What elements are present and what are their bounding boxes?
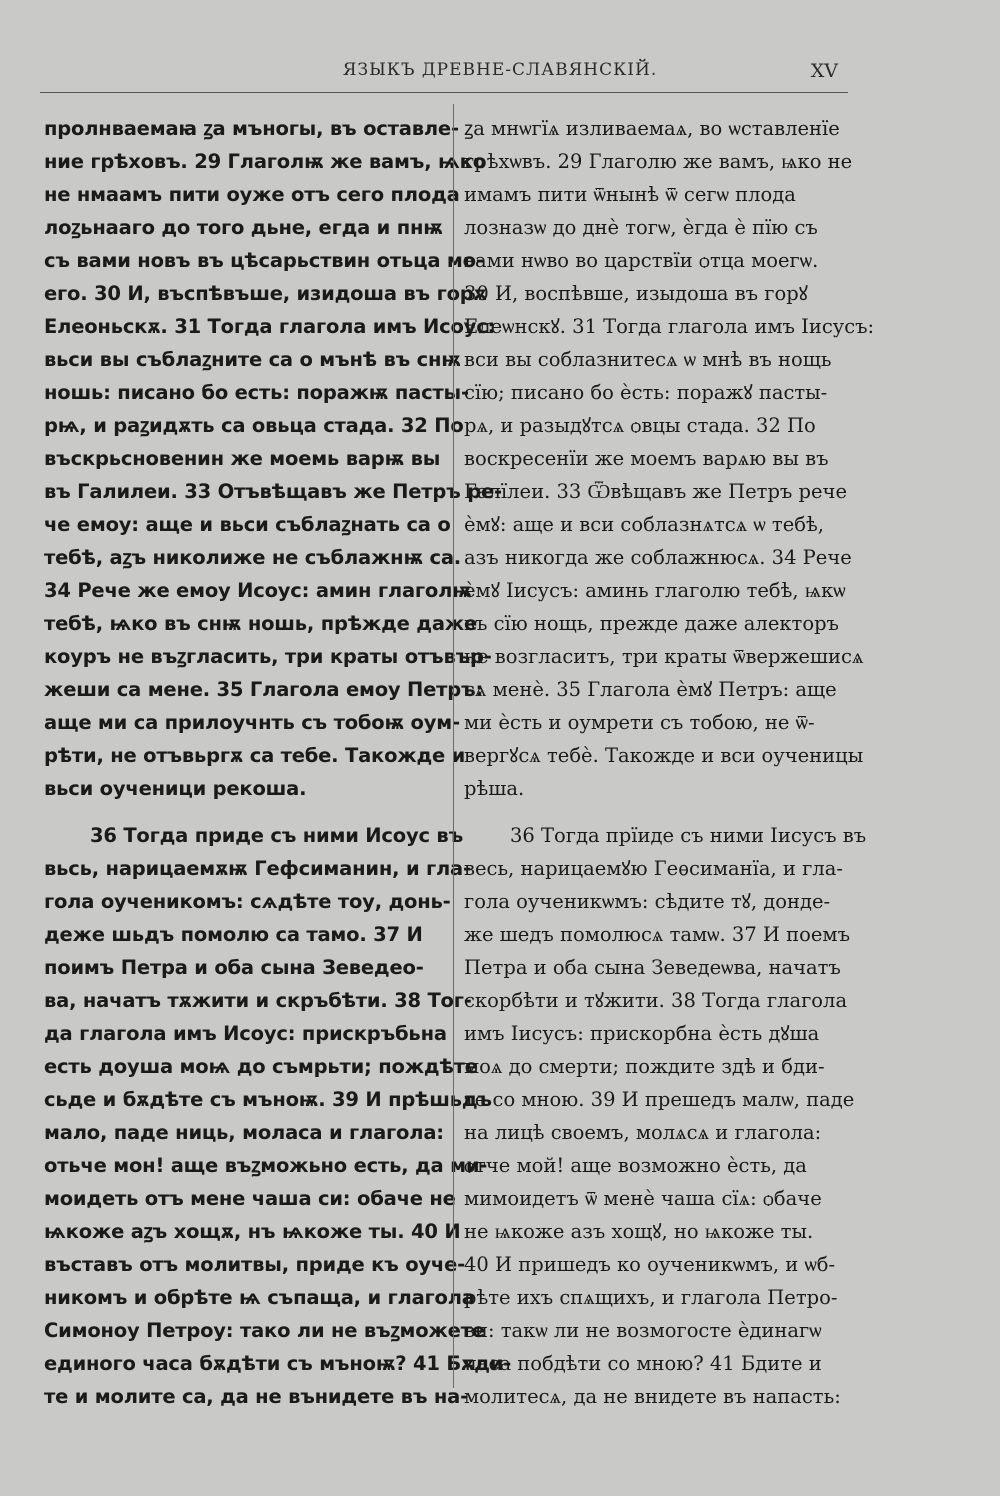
right-column-church-slavonic bbox=[464, 112, 875, 1413]
text-line: рѣша. bbox=[464, 777, 525, 800]
text-line: ꙁа мнѡгїѧ изливаемаѧ, во ѡставленїе bbox=[464, 117, 840, 140]
text-line: 34 Рече же емоу Исоус: амин глаголѭ bbox=[44, 579, 472, 602]
text-line: никомъ и обрѣте ѩ съпаща, и глагола bbox=[44, 1286, 475, 1309]
text-line: не ѩкоже азъ хощꙋ, но ѩкоже ты. bbox=[464, 1220, 814, 1243]
text-line: мимоидетъ ѿ менѐ чаша сїѧ: ѻбаче bbox=[464, 1187, 822, 1210]
text-line: гола оученикомъ: сѧдѣте тоу, донь- bbox=[44, 890, 451, 913]
text-line: рѧ, и разыдꙋтсѧ ѻвцы стада. 32 По bbox=[464, 414, 816, 437]
text-line: лозназѡ до днѐ тогѡ, ѐгда ѐ пїю съ bbox=[464, 216, 818, 239]
text-line: ношь: писано бо есть: поражѭ пасты- bbox=[44, 381, 469, 404]
text-line: на лицѣ своемъ, молѧсѧ и глагола: bbox=[464, 1121, 822, 1144]
text-line: ѐмꙋ Іисусъ: аминь глаголю тебѣ, ѩкѡ bbox=[464, 579, 846, 602]
text-line: ви: такѡ ли не возмогосте ѐдинагѡ bbox=[464, 1319, 822, 1342]
text-line: въ Галилеи. 33 Отъвѣщавъ же Петръ ре- bbox=[44, 480, 502, 503]
text-line: не возгласитъ, три краты ѿвержешисѧ bbox=[464, 645, 864, 668]
text-line: ѐмꙋ: аще и вси соблазнѧтсѧ ѡ тебѣ, bbox=[464, 513, 824, 536]
text-line: аще ми са прилоучнть съ тобоѭ оум- bbox=[44, 711, 460, 734]
text-line: ние грѣховъ. 29 Глаголѭ же вамъ, ѩко bbox=[44, 150, 486, 173]
text-line: Елеоньскѫ. 31 Тогда глагола имъ Исоус: bbox=[44, 315, 496, 338]
text-line: мало, паде ниць, моласа и глагола: bbox=[44, 1121, 444, 1144]
text-line: вьси вы съблаꙁните са о мънѣ въ снѭ bbox=[44, 348, 461, 371]
text-line: сїю; писано бо ѐсть: поражꙋ пасты- bbox=[464, 381, 828, 404]
text-line: 36 Тогда прїиде съ ними Іисусъ въ bbox=[510, 824, 867, 847]
text-line: сѧ менѐ. 35 Глагола ѐмꙋ Петръ: аще bbox=[464, 678, 837, 701]
text-line: деже шьдъ помолю са тамо. 37 И bbox=[44, 923, 423, 946]
text-line: лоꙁьнааго до того дьне, егда и пнѭ bbox=[44, 216, 443, 239]
paragraph-gap bbox=[464, 805, 848, 819]
text-line: не нмаамъ пити оуже отъ сего плода bbox=[44, 183, 460, 206]
text-line: вьсь, нарицаемѫѭ Гефсиманин, и гла- bbox=[44, 857, 471, 880]
text-line: грѣхѡвъ. 29 Глаголю же вамъ, ѩко не bbox=[464, 150, 853, 173]
text-line: имамъ пити ѿнынѣ ѿ сегѡ плода bbox=[464, 183, 796, 206]
text-line: жеши са мене. 35 Глагола емоу Петръ: bbox=[44, 678, 484, 701]
text-line: да глагола имъ Исоус: прискръбьна bbox=[44, 1022, 447, 1045]
text-line: моѧ до смерти; пождите здѣ и бди- bbox=[464, 1055, 825, 1078]
text-line: поимъ Петра и оба сына Зеведео- bbox=[44, 956, 424, 979]
text-line: рѣти, не отъвьргѫ са тебе. Такожде и bbox=[44, 744, 466, 767]
text-line: Галїлеи. 33 Ѿвѣщавъ же Петръ рече bbox=[464, 480, 847, 503]
text-line: имъ Іисусъ: прискорбна ѐсть дꙋша bbox=[464, 1022, 820, 1045]
text-line: гола оученикѡмъ: сѣдите тꙋ, донде- bbox=[464, 890, 831, 913]
text-line: въставъ отъ молитвы, приде къ оуче- bbox=[44, 1253, 466, 1276]
text-line: съ вами новъ въ цѣсарьствин отьца мо- bbox=[44, 249, 484, 272]
text-line: скорбѣти и тꙋжити. 38 Тогда глагола bbox=[464, 989, 848, 1012]
text-line: моидеть отъ мене чаша си: обаче не bbox=[44, 1187, 456, 1210]
text-line: Петра и оба сына Зеведеѡва, начатъ bbox=[464, 956, 841, 979]
page-number: XV bbox=[810, 60, 838, 82]
text-line: пролнваемаꙗ ꙁа мъногы, въ оставле- bbox=[44, 117, 459, 140]
text-line: въ сїю нощь, прежде даже алекторъ bbox=[464, 612, 839, 635]
text-line: сьде и бѫдѣте съ мъноѭ. 39 И прѣшьдъ bbox=[44, 1088, 492, 1111]
text-line: рѩ, и раꙁидѫть са овьца стада. 32 По bbox=[44, 414, 464, 437]
text-line: есть доуша моѩ до съмрьти; пождѣте bbox=[44, 1055, 478, 1078]
text-line: те со мною. 39 И прешедъ малѡ, паде bbox=[464, 1088, 855, 1111]
text-line: вси вы соблазнитесѧ ѡ мнѣ въ нощь bbox=[464, 348, 832, 371]
left-paragraph-2 bbox=[44, 819, 512, 1413]
text-line: ѩкоже аꙁъ хощѫ, нъ ѩкоже ты. 40 И bbox=[44, 1220, 461, 1243]
text-line: его. 30 И, въспѣвъше, изидоша въ горѫ bbox=[44, 282, 487, 305]
paragraph-gap bbox=[44, 805, 436, 819]
text-line: 30 И, воспѣвше, изыдоша въ горꙋ bbox=[464, 282, 808, 305]
text-line: Симоноу Петроу: тако ли не въꙁможете bbox=[44, 1319, 485, 1342]
text-line: рѣте ихъ спѧщихъ, и глагола Петро- bbox=[464, 1286, 838, 1309]
right-paragraph-1 bbox=[464, 112, 875, 805]
text-line: Елеѡнскꙋ. 31 Тогда глагола имъ Іисусъ: bbox=[464, 315, 875, 338]
text-line: азъ никогда же соблажнюсѧ. 34 Рече bbox=[464, 546, 852, 569]
text-line: ва, начатъ тѫжити и скръбѣти. 38 Тог- bbox=[44, 989, 472, 1012]
text-line: же шедъ помолюсѧ тамѡ. 37 И поемъ bbox=[464, 923, 850, 946]
text-line: вергꙋсѧ тебѐ. Такожде и вси оученицы bbox=[464, 744, 864, 767]
text-line: тебѣ, аꙁъ николиже не съблажнѭ са. bbox=[44, 546, 462, 569]
text-line: молитесѧ, да не внидете въ напасть: bbox=[464, 1385, 841, 1408]
column-divider bbox=[453, 104, 454, 1388]
text-line: ѻтче мой! аще возможно ѐсть, да bbox=[464, 1154, 807, 1177]
header-rule bbox=[40, 92, 848, 93]
text-line: отьче мон! аще въꙁможьно есть, да ми- bbox=[44, 1154, 488, 1177]
text-line: коуръ не въꙁгласить, три краты отъвър- bbox=[44, 645, 492, 668]
text-line: 40 И пришедъ ко оученикѡмъ, и ѡб- bbox=[464, 1253, 836, 1276]
text-line: вьси оученици рекоша. bbox=[44, 777, 307, 800]
text-line: 36 Тогда приде съ ними Исоус въ bbox=[90, 824, 464, 847]
text-line: въскрьсновенин же моемь варѭ вы bbox=[44, 447, 441, 470]
text-line: те и молите са, да не вънидете въ на- bbox=[44, 1385, 468, 1408]
text-line: че емоу: аще и вьси съблаꙁнать са о bbox=[44, 513, 451, 536]
text-line: ми ѐсть и оумрети съ тобою, не ѿ- bbox=[464, 711, 815, 734]
text-line: воскресенїи же моемъ варѧю вы въ bbox=[464, 447, 829, 470]
text-line: весь, нарицаемꙋю Геѳсиманїа, и гла- bbox=[464, 857, 843, 880]
text-line: тебѣ, ѩко въ снѭ ношь, прѣжде даже bbox=[44, 612, 478, 635]
right-paragraph-2 bbox=[464, 819, 867, 1413]
text-line: часа побдѣти со мною? 41 Бдите и bbox=[464, 1352, 822, 1375]
running-header: ЯЗЫКЪ ДРЕВНЕ-СЛАВЯНСКІЙ. bbox=[342, 60, 658, 80]
text-line: вами нѡво во царствїи ѻтца моегѡ. bbox=[464, 249, 819, 272]
text-line: единого часа бѫдѣти съ мъноѭ? 41 Бѫди- bbox=[44, 1352, 512, 1375]
